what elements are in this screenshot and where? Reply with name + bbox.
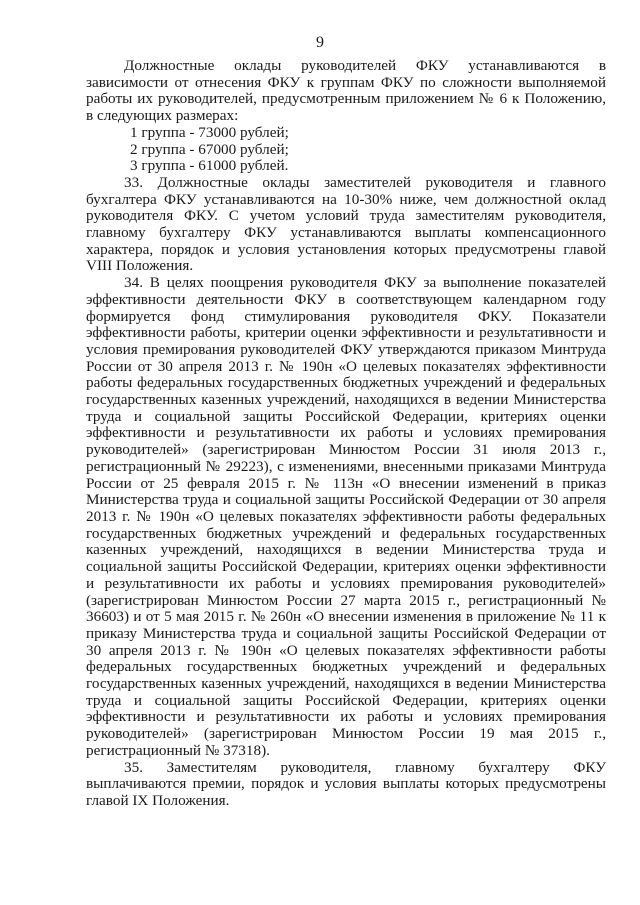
salary-group-list xyxy=(86,125,606,175)
paragraph-33: 33. Должностные оклады заместителей руководителя и главного бухгалтера ФКУ устанавливаются на 10-30% ниже, чем должностной оклад руководителя ФКУ. С учетом условий труда заместителям руководителя, главному бухгалтеру ФКУ устанавливаются выплаты компенсационного характера, порядок и условия установления которых предусмотрены главой VIII Положения. xyxy=(86,173,606,275)
paragraph-34: 34. В целях поощрения руководителя ФКУ за выполнение показателей эффективности деятельности ФКУ в соответствующем календарном году формируется фонд стимулирования руководителя ФКУ. Показатели эффективности работы, критерии оценки эффективности и результативности и условия премирования руководителей ФКУ утверждаются приказом Минтруда России от 30 апреля 2013 г. № 190н «О целевых показателях эффективности работы федеральных государственных бюджетных учреждений и федеральных государственных казенных учреждений, находящихся в ведении Министерства труда и социальной защиты Российской Федерации, критериях оценки эффективности и результативности их работы и условиях премирования руководителей» (зарегистрирован Минюстом России 31 июля 2013 г., регистрационный № 29223), с изменениями, внесенными приказами Минтруда России от 25 февраля 2015 г. № 113н «О внесении изменений в приказ Министерства труда и социальной защиты Российской Федерации от 30 апреля 2013 г. № 190н «О целевых показателях эффективности работы федеральных государственных бюджетных учреждений и федеральных государственных казенных учреждений, находящихся в ведении Министерства труда и социальной защиты Российской Федерации, критериях оценки эффективности и результативности их работы и условиях премирования руководителей» (зарегистрирован Минюстом России 27 марта 2015 г., регистрационный № 36603) и от 5 мая 2015 г. № 260н «О внесении изменения в приложение № 11 к приказу Министерства труда и социальной защиты Российской Федерации от 30 апреля 2013 г. № 190н «О целевых показателях эффективности работы федеральных государственных бюджетных учреждений и федеральных государственных казенных учреждений, находящихся в ведении Министерства труда и социальной защиты Российской Федерации, критериях оценки эффективности и результативности их работы и условиях премирования руководителей» (зарегистрирован Минюстом России 19 мая 2015 г., регистрационный № 37318). xyxy=(86,274,606,759)
intro-paragraph: Должностные оклады руководителей ФКУ устанавливаются в зависимости от отнесения ФКУ к группам ФКУ по сложности выполняемой работы их руководителей, предусмотренным приложением № 6 к Положению, в следующих размерах: xyxy=(86,57,606,125)
list-item: 1 группа - 73000 рублей; xyxy=(130,123,289,141)
paragraph-35: 35. Заместителям руководителя, главному бухгалтеру ФКУ выплачиваются премии, порядок и условия выплаты которых предусмотрены главой IX Положения. xyxy=(86,758,606,809)
page-number: 9 xyxy=(316,34,324,51)
list-item: 3 группа - 61000 рублей. xyxy=(130,157,289,175)
list-item: 2 группа - 67000 рублей; xyxy=(130,140,289,158)
document-body xyxy=(86,58,606,810)
